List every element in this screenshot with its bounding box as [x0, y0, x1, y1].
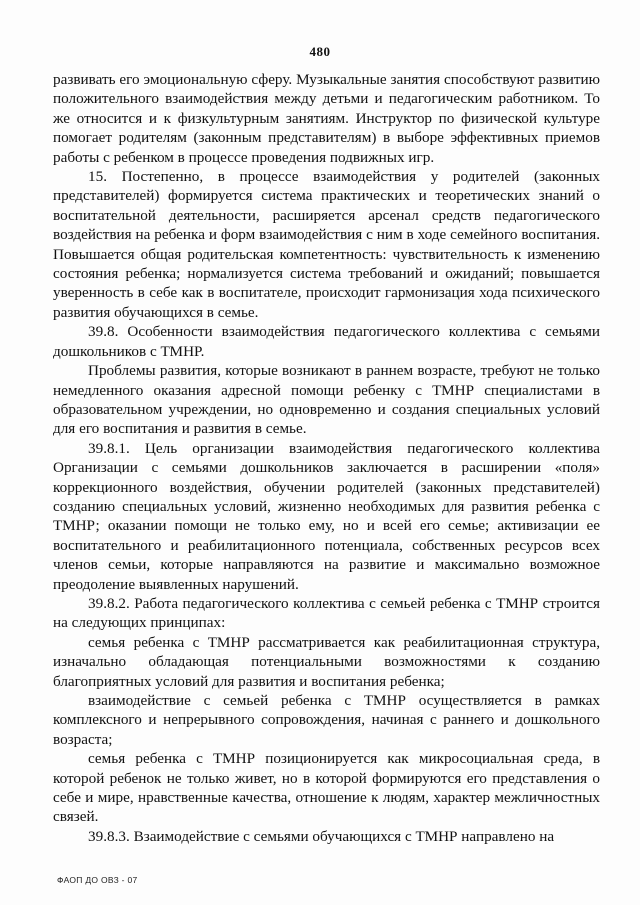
- paragraph: 39.8.2. Работа педагогического коллектива с семьей ребенка с ТМНР строится на следующих принципах:: [53, 594, 600, 632]
- paragraph: 39.8.3. Взаимодействие с семьями обучающихся с ТМНР направлено на: [88, 827, 555, 845]
- list-item: семья ребенка с ТМНР позиционируется как микросоциальная среда, в которой ребенок не только живет, но в которой формируются его представления о себе и мире, нравственные качества, отношение к людям, характер межличностных связей.: [53, 750, 600, 826]
- paragraph: развивать его эмоциональную сферу. Музыкальные занятия способствуют развитию положительного взаимодействия между детьми и педагогическим работником. То же относится и к физкультурным занятиям. Инструктор по физической культуре помогает родителям (законным представителям) в выборе эффективных приемов работы с ребенком в процессе проведения подвижных игр.: [53, 71, 600, 166]
- body-text: [53, 70, 600, 846]
- list-item: семья ребенка с ТМНР рассматривается как реабилитационная структура, изначально обладающая потенциальными возможностями к созданию благоприятных условий для развития и воспитания ребенка;: [53, 633, 600, 690]
- section-heading: 39.8. Особенности взаимодействия педагогического коллектива с семьями дошкольников с ТМНР.: [53, 323, 600, 360]
- page-footer: ФАОП ДО ОВЗ - 07: [57, 875, 138, 885]
- paragraph: 15. Постепенно, в процессе взаимодействия у родителей (законных представителей) формируется система практических и теоретических знаний о воспитательной деятельности, расширяется арсенал средств педагогического воздействия на ребенка и форм взаимодействия с ним в ходе семейного воспитания. Повышается общая родительская компетентность: чувствительность к изменению состояния ребенка; нормализуется система требований и ожиданий; повышается уверенность в себе как в воспитателе, происходит гармонизация хода психического развития обучающихся в семье.: [53, 168, 600, 321]
- list-item: взаимодействие с семьей ребенка с ТМНР осуществляется в рамках комплексного и непрерывного сопровождения, начиная с раннего и дошкольного возраста;: [53, 692, 600, 748]
- paragraph: Проблемы развития, которые возникают в раннем возрасте, требуют не только немедленного оказания адресной помощи ребенку с ТМНР специалистами в образовательном учреждении, но одновременно и создания специальных условий для его воспитания и развития в семье.: [53, 362, 600, 438]
- paragraph: 39.8.1. Цель организации взаимодействия педагогического коллектива Организации с семьями дошкольников заключается в расширении «поля» коррекционного воздействия, обучении родителей (законных представителей) созданию специальных условий, жизненно необходимых для развития ребенка с ТМНР; оказании помощи не только ему, но и всей его семье; активизации ее воспитательного и реабилитационного потенциала, собственных ресурсов всех членов семьи, которые направляются на развитие и максимально возможное преодоление выявленных нарушений.: [53, 439, 600, 593]
- page-number: 480: [309, 44, 331, 59]
